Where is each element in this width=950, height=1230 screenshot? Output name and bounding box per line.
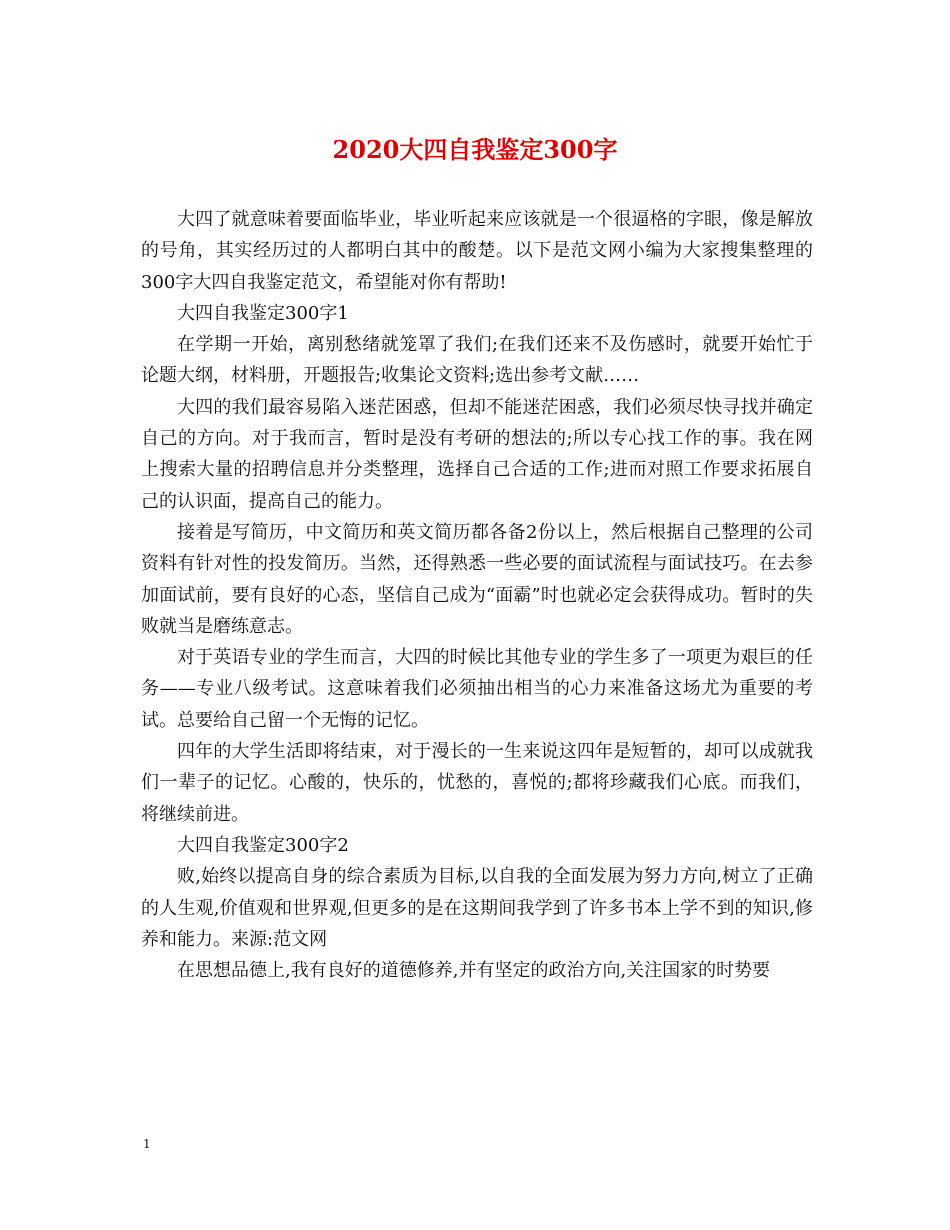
paragraph: 接着是写简历，中文简历和英文简历都各备2份以上，然后根据自己整理的公司资料有针对性的投发简历。当然，还得熟悉一些必要的面试流程与面试技巧。在去参加面试前，要有良好的心态，坚信自己成为“面霸”时也就必定会获得成功。暂时的失败就当是磨练意志。 bbox=[141, 521, 813, 637]
paragraph: 大四的我们最容易陷入迷茫困惑，但却不能迷茫困惑，我们必须尽快寻找并确定自己的方向。对于我而言，暂时是没有考研的想法的;所以专心找工作的事。我在网上搜索大量的招聘信息并分类整理，选择自己合适的工作;进而对照工作要求拓展自己的认识面，提高自己的能力。 bbox=[141, 396, 813, 512]
paragraph-intro: 大四了就意味着要面临毕业，毕业听起来应该就是一个很逼格的字眼，像是解放的号角，其实经历过的人都明白其中的酸楚。以下是范文网小编为大家搜集整理的300字大四自我鉴定范文，希望能对你有帮助! bbox=[141, 209, 813, 293]
page-number: 1 bbox=[143, 1137, 151, 1151]
paragraph: 四年的大学生活即将结束，对于漫长的一生来说这四年是短暂的，却可以成就我们一辈子的记忆。心酸的，快乐的，忧愁的，喜悦的;都将珍藏我们心底。而我们，将继续前进。 bbox=[141, 741, 813, 825]
document-body bbox=[141, 204, 813, 986]
paragraph: 在思想品德上,我有良好的道德修养,并有坚定的政治方向,关注国家的时势要 bbox=[177, 960, 771, 982]
paragraph: 在学期一开始，离别愁绪就笼罩了我们;在我们还来不及伤感时，就要开始忙于论题大纲，材料册，开题报告;收集论文资料;选出参考文献…… bbox=[141, 334, 813, 387]
paragraph: 败,始终以提高自身的综合素质为目标,以自我的全面发展为努力方向,树立了正确的人生观,价值观和世界观,但更多的是在这期间我学到了许多书本上学不到的知识,修养和能力。来源:范文网 bbox=[141, 866, 813, 950]
section-heading-1: 大四自我鉴定300字1 bbox=[177, 302, 349, 324]
document-title: 2020大四自我鉴定300字 bbox=[332, 135, 618, 164]
paragraph: 对于英语专业的学生而言，大四的时候比其他专业的学生多了一项更为艰巨的任务——专业八级考试。这意味着我们必须抽出相当的心力来准备这场尤为重要的考试。总要给自己留一个无悔的记忆。 bbox=[141, 647, 813, 731]
section-heading-2: 大四自我鉴定300字2 bbox=[177, 834, 349, 856]
